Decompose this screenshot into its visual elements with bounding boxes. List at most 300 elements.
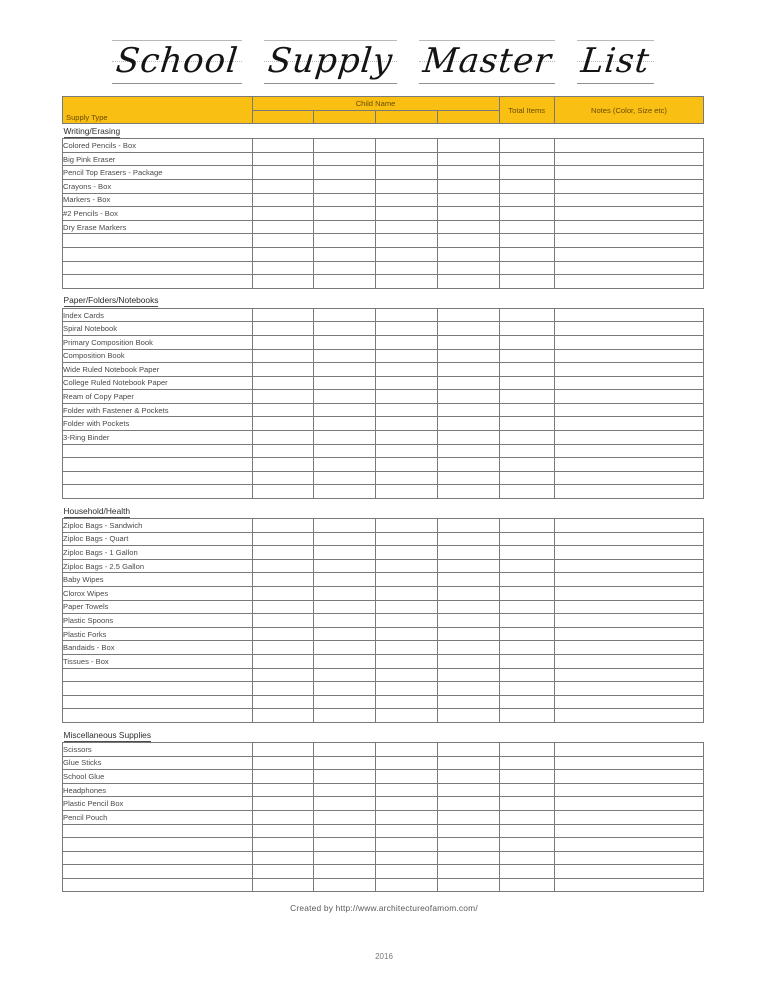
notes-cell[interactable]: [554, 485, 703, 499]
child-qty-cell[interactable]: [314, 668, 376, 682]
total-items-cell[interactable]: [499, 742, 554, 756]
child-qty-cell[interactable]: [252, 783, 314, 797]
child-qty-cell[interactable]: [252, 275, 314, 289]
total-items-cell[interactable]: [499, 403, 554, 417]
child-qty-cell[interactable]: [252, 139, 314, 153]
supply-item-blank-input[interactable]: [63, 668, 253, 682]
child-qty-cell[interactable]: [314, 139, 376, 153]
child-qty-cell[interactable]: [252, 335, 314, 349]
notes-cell[interactable]: [554, 614, 703, 628]
child-qty-cell[interactable]: [437, 742, 499, 756]
child-qty-cell[interactable]: [437, 559, 499, 573]
child-qty-cell[interactable]: [314, 335, 376, 349]
child-qty-cell[interactable]: [376, 668, 438, 682]
child-qty-cell[interactable]: [437, 709, 499, 723]
child-qty-cell[interactable]: [437, 838, 499, 852]
notes-cell[interactable]: [554, 627, 703, 641]
total-items-cell[interactable]: [499, 865, 554, 879]
total-items-cell[interactable]: [499, 851, 554, 865]
supply-item-blank-input[interactable]: [63, 682, 253, 696]
child-qty-cell[interactable]: [252, 838, 314, 852]
child-qty-cell[interactable]: [314, 166, 376, 180]
child-qty-cell[interactable]: [252, 179, 314, 193]
child-qty-cell[interactable]: [376, 179, 438, 193]
child-qty-cell[interactable]: [314, 627, 376, 641]
notes-cell[interactable]: [554, 179, 703, 193]
total-items-cell[interactable]: [499, 654, 554, 668]
child-qty-cell[interactable]: [437, 756, 499, 770]
child-qty-cell[interactable]: [437, 878, 499, 892]
total-items-cell[interactable]: [499, 695, 554, 709]
notes-cell[interactable]: [554, 742, 703, 756]
total-items-cell[interactable]: [499, 207, 554, 221]
child-qty-cell[interactable]: [376, 654, 438, 668]
notes-cell[interactable]: [554, 261, 703, 275]
child-qty-cell[interactable]: [437, 444, 499, 458]
child-qty-cell[interactable]: [314, 770, 376, 784]
supply-item-blank-input[interactable]: [63, 878, 253, 892]
notes-cell[interactable]: [554, 322, 703, 336]
notes-cell[interactable]: [554, 546, 703, 560]
child-qty-cell[interactable]: [376, 824, 438, 838]
child-qty-cell[interactable]: [376, 166, 438, 180]
notes-cell[interactable]: [554, 865, 703, 879]
notes-cell[interactable]: [554, 139, 703, 153]
total-items-cell[interactable]: [499, 709, 554, 723]
child-qty-cell[interactable]: [252, 485, 314, 499]
child-qty-cell[interactable]: [376, 247, 438, 261]
child-qty-cell[interactable]: [314, 532, 376, 546]
child-qty-cell[interactable]: [376, 152, 438, 166]
child-qty-cell[interactable]: [376, 709, 438, 723]
child-qty-cell[interactable]: [376, 417, 438, 431]
notes-cell[interactable]: [554, 783, 703, 797]
child-qty-cell[interactable]: [314, 587, 376, 601]
child-qty-cell[interactable]: [437, 546, 499, 560]
notes-cell[interactable]: [554, 559, 703, 573]
child-qty-cell[interactable]: [252, 742, 314, 756]
total-items-cell[interactable]: [499, 641, 554, 655]
child-qty-cell[interactable]: [252, 682, 314, 696]
child-qty-cell[interactable]: [437, 179, 499, 193]
child-qty-cell[interactable]: [437, 349, 499, 363]
child-qty-cell[interactable]: [314, 797, 376, 811]
child-qty-cell[interactable]: [252, 532, 314, 546]
child-qty-cell[interactable]: [314, 193, 376, 207]
child-qty-cell[interactable]: [252, 376, 314, 390]
total-items-cell[interactable]: [499, 838, 554, 852]
child-qty-cell[interactable]: [314, 471, 376, 485]
child-qty-cell[interactable]: [314, 709, 376, 723]
child-qty-cell[interactable]: [437, 519, 499, 533]
notes-cell[interactable]: [554, 756, 703, 770]
child-qty-cell[interactable]: [437, 431, 499, 445]
child-qty-cell[interactable]: [252, 573, 314, 587]
total-items-cell[interactable]: [499, 471, 554, 485]
child-qty-cell[interactable]: [437, 193, 499, 207]
child-qty-cell[interactable]: [314, 600, 376, 614]
total-items-cell[interactable]: [499, 668, 554, 682]
total-items-cell[interactable]: [499, 152, 554, 166]
child-qty-cell[interactable]: [252, 431, 314, 445]
total-items-cell[interactable]: [499, 166, 554, 180]
child-qty-cell[interactable]: [252, 824, 314, 838]
supply-item-blank-input[interactable]: [63, 234, 253, 248]
total-items-cell[interactable]: [499, 376, 554, 390]
total-items-cell[interactable]: [499, 417, 554, 431]
supply-item-blank-input[interactable]: [63, 851, 253, 865]
child-qty-cell[interactable]: [437, 261, 499, 275]
child-name-input-4[interactable]: [437, 110, 499, 124]
child-qty-cell[interactable]: [376, 335, 438, 349]
total-items-cell[interactable]: [499, 559, 554, 573]
child-qty-cell[interactable]: [252, 600, 314, 614]
total-items-cell[interactable]: [499, 810, 554, 824]
child-qty-cell[interactable]: [252, 363, 314, 377]
child-qty-cell[interactable]: [437, 152, 499, 166]
child-qty-cell[interactable]: [252, 417, 314, 431]
supply-item-blank-input[interactable]: [63, 709, 253, 723]
child-qty-cell[interactable]: [252, 878, 314, 892]
child-qty-cell[interactable]: [376, 390, 438, 404]
child-qty-cell[interactable]: [437, 207, 499, 221]
child-qty-cell[interactable]: [376, 322, 438, 336]
total-items-cell[interactable]: [499, 682, 554, 696]
child-qty-cell[interactable]: [314, 614, 376, 628]
total-items-cell[interactable]: [499, 783, 554, 797]
notes-cell[interactable]: [554, 797, 703, 811]
child-qty-cell[interactable]: [437, 247, 499, 261]
child-qty-cell[interactable]: [314, 810, 376, 824]
child-qty-cell[interactable]: [376, 485, 438, 499]
child-qty-cell[interactable]: [437, 682, 499, 696]
child-qty-cell[interactable]: [314, 207, 376, 221]
notes-cell[interactable]: [554, 335, 703, 349]
total-items-cell[interactable]: [499, 444, 554, 458]
child-qty-cell[interactable]: [376, 431, 438, 445]
child-qty-cell[interactable]: [376, 275, 438, 289]
child-qty-cell[interactable]: [376, 600, 438, 614]
child-qty-cell[interactable]: [437, 471, 499, 485]
child-qty-cell[interactable]: [252, 261, 314, 275]
child-qty-cell[interactable]: [252, 797, 314, 811]
child-qty-cell[interactable]: [437, 770, 499, 784]
child-qty-cell[interactable]: [437, 234, 499, 248]
notes-cell[interactable]: [554, 770, 703, 784]
child-qty-cell[interactable]: [376, 207, 438, 221]
child-qty-cell[interactable]: [376, 559, 438, 573]
child-qty-cell[interactable]: [437, 783, 499, 797]
child-qty-cell[interactable]: [314, 403, 376, 417]
child-qty-cell[interactable]: [376, 308, 438, 322]
supply-item-blank-input[interactable]: [63, 824, 253, 838]
child-qty-cell[interactable]: [376, 444, 438, 458]
child-qty-cell[interactable]: [376, 682, 438, 696]
child-qty-cell[interactable]: [314, 349, 376, 363]
child-qty-cell[interactable]: [314, 783, 376, 797]
total-items-cell[interactable]: [499, 349, 554, 363]
notes-cell[interactable]: [554, 247, 703, 261]
notes-cell[interactable]: [554, 376, 703, 390]
child-qty-cell[interactable]: [376, 519, 438, 533]
child-qty-cell[interactable]: [314, 458, 376, 472]
child-qty-cell[interactable]: [314, 756, 376, 770]
child-qty-cell[interactable]: [314, 431, 376, 445]
total-items-cell[interactable]: [499, 756, 554, 770]
child-qty-cell[interactable]: [314, 363, 376, 377]
total-items-cell[interactable]: [499, 519, 554, 533]
child-qty-cell[interactable]: [376, 546, 438, 560]
child-qty-cell[interactable]: [437, 376, 499, 390]
child-qty-cell[interactable]: [376, 838, 438, 852]
notes-cell[interactable]: [554, 519, 703, 533]
notes-cell[interactable]: [554, 417, 703, 431]
child-qty-cell[interactable]: [252, 349, 314, 363]
child-qty-cell[interactable]: [376, 695, 438, 709]
child-qty-cell[interactable]: [252, 851, 314, 865]
child-qty-cell[interactable]: [314, 234, 376, 248]
supply-item-blank-input[interactable]: [63, 247, 253, 261]
notes-cell[interactable]: [554, 573, 703, 587]
child-qty-cell[interactable]: [314, 220, 376, 234]
child-qty-cell[interactable]: [376, 851, 438, 865]
child-qty-cell[interactable]: [437, 485, 499, 499]
child-qty-cell[interactable]: [376, 627, 438, 641]
child-qty-cell[interactable]: [437, 654, 499, 668]
total-items-cell[interactable]: [499, 797, 554, 811]
child-qty-cell[interactable]: [376, 261, 438, 275]
notes-cell[interactable]: [554, 641, 703, 655]
child-qty-cell[interactable]: [314, 682, 376, 696]
child-name-input-2[interactable]: [314, 110, 376, 124]
child-qty-cell[interactable]: [314, 654, 376, 668]
child-qty-cell[interactable]: [437, 824, 499, 838]
notes-cell[interactable]: [554, 682, 703, 696]
total-items-cell[interactable]: [499, 600, 554, 614]
total-items-cell[interactable]: [499, 247, 554, 261]
notes-cell[interactable]: [554, 431, 703, 445]
total-items-cell[interactable]: [499, 485, 554, 499]
notes-cell[interactable]: [554, 851, 703, 865]
child-qty-cell[interactable]: [376, 614, 438, 628]
child-qty-cell[interactable]: [437, 166, 499, 180]
child-qty-cell[interactable]: [376, 220, 438, 234]
child-qty-cell[interactable]: [437, 587, 499, 601]
total-items-cell[interactable]: [499, 179, 554, 193]
child-qty-cell[interactable]: [437, 614, 499, 628]
child-qty-cell[interactable]: [314, 519, 376, 533]
child-qty-cell[interactable]: [437, 139, 499, 153]
child-qty-cell[interactable]: [252, 444, 314, 458]
total-items-cell[interactable]: [499, 573, 554, 587]
child-qty-cell[interactable]: [376, 770, 438, 784]
notes-cell[interactable]: [554, 363, 703, 377]
total-items-cell[interactable]: [499, 234, 554, 248]
child-qty-cell[interactable]: [314, 152, 376, 166]
total-items-cell[interactable]: [499, 335, 554, 349]
child-qty-cell[interactable]: [314, 851, 376, 865]
total-items-cell[interactable]: [499, 363, 554, 377]
child-qty-cell[interactable]: [437, 797, 499, 811]
notes-cell[interactable]: [554, 709, 703, 723]
notes-cell[interactable]: [554, 152, 703, 166]
total-items-cell[interactable]: [499, 308, 554, 322]
supply-item-blank-input[interactable]: [63, 458, 253, 472]
child-qty-cell[interactable]: [437, 851, 499, 865]
child-qty-cell[interactable]: [437, 627, 499, 641]
supply-item-blank-input[interactable]: [63, 865, 253, 879]
total-items-cell[interactable]: [499, 261, 554, 275]
total-items-cell[interactable]: [499, 532, 554, 546]
child-name-input-3[interactable]: [376, 110, 438, 124]
child-qty-cell[interactable]: [376, 403, 438, 417]
child-qty-cell[interactable]: [314, 390, 376, 404]
notes-cell[interactable]: [554, 587, 703, 601]
child-qty-cell[interactable]: [437, 458, 499, 472]
notes-cell[interactable]: [554, 654, 703, 668]
child-qty-cell[interactable]: [314, 322, 376, 336]
child-qty-cell[interactable]: [314, 546, 376, 560]
total-items-cell[interactable]: [499, 614, 554, 628]
notes-cell[interactable]: [554, 695, 703, 709]
child-qty-cell[interactable]: [376, 641, 438, 655]
child-qty-cell[interactable]: [252, 207, 314, 221]
total-items-cell[interactable]: [499, 587, 554, 601]
child-name-input-1[interactable]: [252, 110, 314, 124]
child-qty-cell[interactable]: [376, 532, 438, 546]
child-qty-cell[interactable]: [376, 865, 438, 879]
child-qty-cell[interactable]: [437, 810, 499, 824]
notes-cell[interactable]: [554, 444, 703, 458]
child-qty-cell[interactable]: [314, 376, 376, 390]
supply-item-blank-input[interactable]: [63, 695, 253, 709]
notes-cell[interactable]: [554, 471, 703, 485]
child-qty-cell[interactable]: [252, 403, 314, 417]
notes-cell[interactable]: [554, 824, 703, 838]
child-qty-cell[interactable]: [252, 471, 314, 485]
supply-item-blank-input[interactable]: [63, 275, 253, 289]
child-qty-cell[interactable]: [314, 559, 376, 573]
supply-item-blank-input[interactable]: [63, 471, 253, 485]
notes-cell[interactable]: [554, 838, 703, 852]
child-qty-cell[interactable]: [314, 865, 376, 879]
child-qty-cell[interactable]: [252, 546, 314, 560]
supply-item-blank-input[interactable]: [63, 261, 253, 275]
child-qty-cell[interactable]: [437, 322, 499, 336]
child-qty-cell[interactable]: [252, 756, 314, 770]
total-items-cell[interactable]: [499, 627, 554, 641]
child-qty-cell[interactable]: [437, 363, 499, 377]
child-qty-cell[interactable]: [252, 458, 314, 472]
total-items-cell[interactable]: [499, 390, 554, 404]
child-qty-cell[interactable]: [437, 417, 499, 431]
child-qty-cell[interactable]: [376, 349, 438, 363]
child-qty-cell[interactable]: [314, 824, 376, 838]
child-qty-cell[interactable]: [437, 600, 499, 614]
notes-cell[interactable]: [554, 458, 703, 472]
notes-cell[interactable]: [554, 668, 703, 682]
child-qty-cell[interactable]: [252, 559, 314, 573]
notes-cell[interactable]: [554, 878, 703, 892]
total-items-cell[interactable]: [499, 275, 554, 289]
child-qty-cell[interactable]: [252, 519, 314, 533]
notes-cell[interactable]: [554, 220, 703, 234]
child-qty-cell[interactable]: [252, 654, 314, 668]
child-qty-cell[interactable]: [314, 247, 376, 261]
child-qty-cell[interactable]: [252, 614, 314, 628]
child-qty-cell[interactable]: [252, 641, 314, 655]
child-qty-cell[interactable]: [252, 865, 314, 879]
child-qty-cell[interactable]: [376, 797, 438, 811]
child-qty-cell[interactable]: [437, 403, 499, 417]
child-qty-cell[interactable]: [314, 417, 376, 431]
total-items-cell[interactable]: [499, 770, 554, 784]
child-qty-cell[interactable]: [252, 234, 314, 248]
child-qty-cell[interactable]: [252, 193, 314, 207]
child-qty-cell[interactable]: [314, 275, 376, 289]
child-qty-cell[interactable]: [376, 810, 438, 824]
child-qty-cell[interactable]: [376, 573, 438, 587]
child-qty-cell[interactable]: [314, 641, 376, 655]
child-qty-cell[interactable]: [314, 485, 376, 499]
child-qty-cell[interactable]: [252, 308, 314, 322]
child-qty-cell[interactable]: [437, 308, 499, 322]
notes-cell[interactable]: [554, 532, 703, 546]
child-qty-cell[interactable]: [314, 878, 376, 892]
child-qty-cell[interactable]: [437, 668, 499, 682]
notes-cell[interactable]: [554, 810, 703, 824]
supply-item-blank-input[interactable]: [63, 485, 253, 499]
child-qty-cell[interactable]: [437, 335, 499, 349]
child-qty-cell[interactable]: [437, 865, 499, 879]
child-qty-cell[interactable]: [252, 695, 314, 709]
child-qty-cell[interactable]: [376, 193, 438, 207]
total-items-cell[interactable]: [499, 193, 554, 207]
child-qty-cell[interactable]: [376, 742, 438, 756]
child-qty-cell[interactable]: [437, 532, 499, 546]
notes-cell[interactable]: [554, 308, 703, 322]
child-qty-cell[interactable]: [314, 838, 376, 852]
total-items-cell[interactable]: [499, 878, 554, 892]
child-qty-cell[interactable]: [252, 627, 314, 641]
child-qty-cell[interactable]: [252, 668, 314, 682]
child-qty-cell[interactable]: [252, 166, 314, 180]
child-qty-cell[interactable]: [376, 363, 438, 377]
child-qty-cell[interactable]: [252, 220, 314, 234]
child-qty-cell[interactable]: [314, 695, 376, 709]
child-qty-cell[interactable]: [437, 390, 499, 404]
total-items-cell[interactable]: [499, 458, 554, 472]
child-qty-cell[interactable]: [376, 587, 438, 601]
total-items-cell[interactable]: [499, 546, 554, 560]
child-qty-cell[interactable]: [376, 783, 438, 797]
supply-item-blank-input[interactable]: [63, 838, 253, 852]
child-qty-cell[interactable]: [252, 709, 314, 723]
child-qty-cell[interactable]: [376, 756, 438, 770]
total-items-cell[interactable]: [499, 139, 554, 153]
child-qty-cell[interactable]: [437, 275, 499, 289]
child-qty-cell[interactable]: [252, 770, 314, 784]
child-qty-cell[interactable]: [376, 376, 438, 390]
child-qty-cell[interactable]: [314, 261, 376, 275]
child-qty-cell[interactable]: [376, 878, 438, 892]
child-qty-cell[interactable]: [437, 573, 499, 587]
total-items-cell[interactable]: [499, 220, 554, 234]
notes-cell[interactable]: [554, 403, 703, 417]
child-qty-cell[interactable]: [252, 810, 314, 824]
child-qty-cell[interactable]: [252, 587, 314, 601]
child-qty-cell[interactable]: [252, 322, 314, 336]
